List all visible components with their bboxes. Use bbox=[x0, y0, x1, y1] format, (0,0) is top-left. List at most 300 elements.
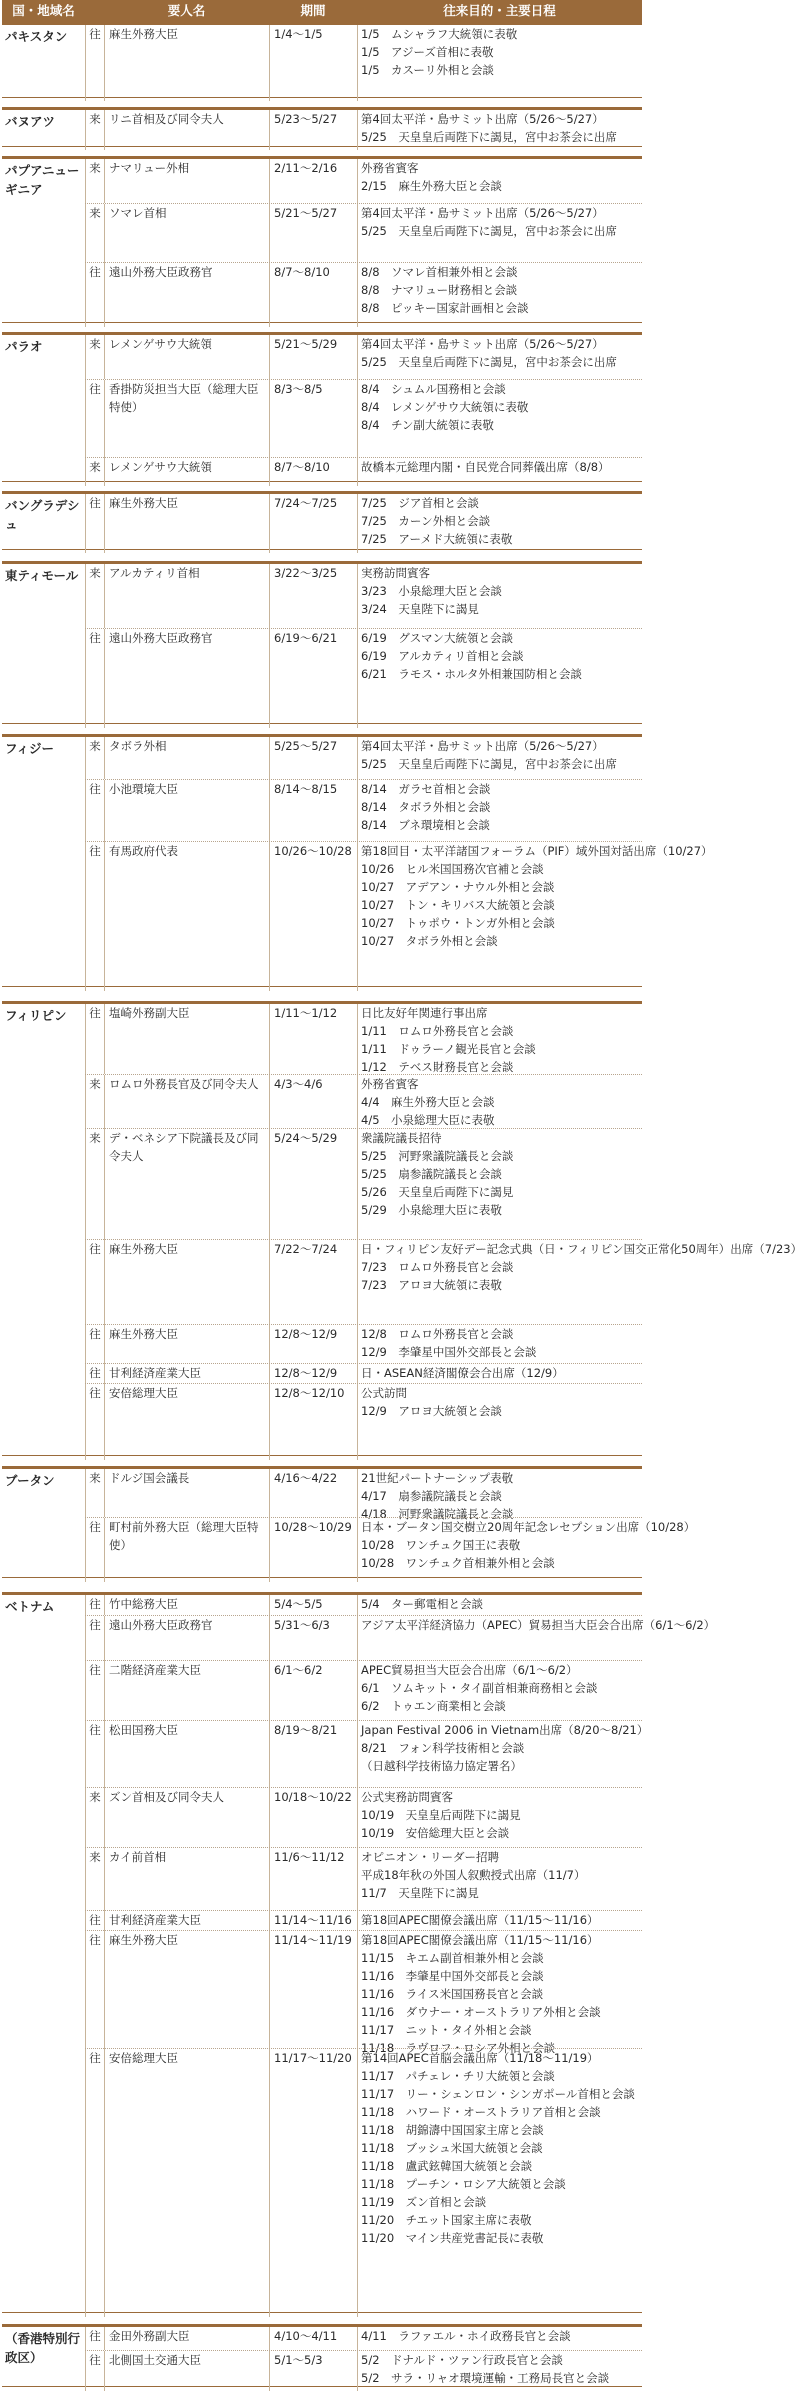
period: 5/21～5/27 bbox=[269, 204, 357, 263]
schedule-item: 1/11 ロムロ外務長官と会談 bbox=[361, 1024, 514, 1038]
visit-row bbox=[85, 1239, 802, 1325]
purpose-schedule bbox=[357, 25, 642, 101]
purpose-schedule bbox=[357, 1325, 642, 1364]
purpose-schedule bbox=[357, 2351, 642, 2391]
period: 7/22～7/24 bbox=[269, 1240, 357, 1325]
country-group bbox=[2, 107, 642, 147]
purpose-schedule bbox=[357, 1075, 642, 1129]
period: 5/25～5/27 bbox=[269, 737, 357, 779]
direction-label: 往 bbox=[85, 2049, 104, 2317]
person-name: タボラ外相 bbox=[104, 737, 269, 779]
period: 6/19～6/21 bbox=[269, 629, 357, 728]
schedule-item: 衆議院議長招待 bbox=[361, 1131, 442, 1145]
schedule-item: 外務省賓客 bbox=[361, 161, 419, 175]
period: 1/4～1/5 bbox=[269, 25, 357, 101]
schedule-item: アジア太平洋経済協力（APEC）貿易担当大臣会合出席（6/1～6/2） bbox=[361, 1618, 716, 1632]
period: 5/4～5/5 bbox=[269, 1595, 357, 1615]
schedule-item: 7/25 カーン外相と会談 bbox=[361, 514, 491, 528]
country-group bbox=[2, 561, 642, 724]
direction-label: 往 bbox=[85, 1595, 104, 1615]
person-name: 安倍総理大臣 bbox=[104, 2049, 269, 2317]
visit-rows bbox=[85, 159, 642, 322]
schedule-item: 3/23 小泉総理大臣と会談 bbox=[361, 584, 502, 598]
schedule-item: 5/2 ドナルド・ツァン行政長官と会談 bbox=[361, 2353, 563, 2367]
period: 4/16～4/22 bbox=[269, 1469, 357, 1517]
person-name: 麻生外務大臣 bbox=[104, 1325, 269, 1364]
visit-rows bbox=[85, 335, 642, 481]
schedule-item: 4/4 麻生外務大臣と会談 bbox=[361, 1095, 495, 1109]
schedule-item: 日・ASEAN経済閣僚会合出席（12/9） bbox=[361, 1366, 564, 1380]
visit-rows bbox=[85, 1469, 696, 1577]
visit-row bbox=[85, 335, 642, 379]
schedule-item: 1/5 ムシャラフ大統領に表敬 bbox=[361, 27, 518, 41]
schedule-item: オピニオン・リーダー招聘 bbox=[361, 1850, 499, 1864]
direction-label: 来 bbox=[85, 458, 104, 486]
purpose-schedule bbox=[357, 737, 642, 779]
person-name: 麻生外務大臣 bbox=[104, 25, 269, 101]
schedule-item: 5/29 小泉総理大臣に表敬 bbox=[361, 1203, 502, 1217]
purpose-schedule bbox=[357, 1848, 642, 1911]
schedule-item: 12/9 李肇星中国外交部長と会談 bbox=[361, 1345, 537, 1359]
schedule-item: 11/17 ニット・タイ外相と会談 bbox=[361, 2023, 532, 2037]
purpose-schedule bbox=[357, 1129, 642, 1240]
schedule-item: APEC貿易担当大臣会合出席（6/1～6/2） bbox=[361, 1663, 578, 1677]
period: 5/24～5/29 bbox=[269, 1129, 357, 1240]
person-name: リニ首相及び同令夫人 bbox=[104, 110, 269, 150]
visit-row bbox=[85, 2327, 642, 2350]
purpose-schedule bbox=[357, 1931, 642, 2055]
schedule-item: 6/19 グスマン大統領と会談 bbox=[361, 631, 513, 645]
purpose-schedule bbox=[357, 1788, 642, 1848]
purpose-schedule bbox=[357, 842, 713, 991]
country-name: 東ティモール bbox=[5, 568, 79, 583]
country-name: ブータン bbox=[5, 1473, 55, 1488]
schedule-item: 公式実務訪問賓客 bbox=[361, 1790, 453, 1804]
schedule-item: 7/23 アロヨ大統領に表敬 bbox=[361, 1278, 502, 1292]
schedule-item: 日比友好年関連行事出席 bbox=[361, 1006, 488, 1020]
period: 8/7～8/10 bbox=[269, 263, 357, 327]
schedule-item: 日・フィリピン友好デー記念式典（日・フィリピン国交正常化50周年）出席（7/23） bbox=[361, 1242, 802, 1256]
schedule-item: 5/4 ター郵電相と会談 bbox=[361, 1597, 484, 1611]
direction-label: 来 bbox=[85, 1848, 104, 1911]
period: 6/1～6/2 bbox=[269, 1661, 357, 1721]
period: 1/11～1/12 bbox=[269, 1004, 357, 1074]
schedule-item: 5/25 天皇皇后両陛下に謁見，宮中お茶会に出席 bbox=[361, 224, 617, 238]
visit-row bbox=[85, 25, 642, 101]
direction-label: 往 bbox=[85, 2351, 104, 2391]
visit-row bbox=[85, 494, 642, 553]
visit-row bbox=[85, 2350, 642, 2391]
schedule-item: 11/18 ハワード・オーストラリア首相と会談 bbox=[361, 2105, 601, 2119]
schedule-item: 11/7 天皇陛下に謁見 bbox=[361, 1886, 479, 1900]
schedule-item: 10/27 アデアン・ナウル外相と会談 bbox=[361, 880, 555, 894]
schedule-item: 11/15 キエム副首相兼外相と会談 bbox=[361, 1951, 544, 1965]
direction-label: 往 bbox=[85, 25, 104, 101]
period: 5/1～5/3 bbox=[269, 2351, 357, 2391]
purpose-schedule bbox=[357, 2327, 642, 2350]
period: 10/26～10/28 bbox=[269, 842, 357, 991]
direction-label: 往 bbox=[85, 1661, 104, 1721]
header-country: 国・地域名 bbox=[12, 3, 75, 18]
direction-label: 往 bbox=[85, 1616, 104, 1661]
schedule-item: 故橋本元総理内閣・自民党合同葬儀出席（8/8） bbox=[361, 460, 610, 474]
direction-label: 往 bbox=[85, 1364, 104, 1384]
period: 12/8～12/9 bbox=[269, 1364, 357, 1384]
purpose-schedule bbox=[357, 1661, 642, 1721]
schedule-item: 11/17 パチェレ・チリ大統領と会談 bbox=[361, 2069, 555, 2083]
visit-rows bbox=[85, 494, 642, 549]
period: 5/21～5/29 bbox=[269, 335, 357, 379]
purpose-schedule bbox=[357, 335, 642, 379]
visit-row bbox=[85, 564, 642, 628]
country-name: バヌアツ bbox=[5, 114, 56, 129]
person-name: 有馬政府代表 bbox=[104, 842, 269, 991]
schedule-item: 6/19 アルカティリ首相と会談 bbox=[361, 649, 524, 663]
country-name: バングラデシュ bbox=[5, 498, 80, 532]
country-group bbox=[2, 156, 642, 323]
country-group bbox=[2, 734, 713, 987]
direction-label: 往 bbox=[85, 1325, 104, 1364]
direction-label: 往 bbox=[85, 1004, 104, 1074]
purpose-schedule bbox=[357, 1469, 642, 1521]
person-name: 小池環境大臣 bbox=[104, 780, 269, 842]
period: 2/11～2/16 bbox=[269, 159, 357, 203]
period: 12/8～12/9 bbox=[269, 1325, 357, 1364]
schedule-item: 6/1 ソムキット・タイ副首相兼商務相と会談 bbox=[361, 1681, 598, 1695]
period: 8/3～8/5 bbox=[269, 380, 357, 458]
period: 4/3～4/6 bbox=[269, 1075, 357, 1129]
person-name: 甘利経済産業大臣 bbox=[104, 1911, 269, 1931]
period: 5/31～6/3 bbox=[269, 1616, 357, 1661]
schedule-item: 日本・ブータン国交樹立20周年記念レセプション出席（10/28） bbox=[361, 1520, 696, 1534]
country-name: ベトナム bbox=[5, 1599, 55, 1614]
purpose-schedule bbox=[357, 629, 642, 728]
schedule-item: 1/5 カスーリ外相と会談 bbox=[361, 63, 494, 77]
direction-label: 往 bbox=[85, 1240, 104, 1325]
schedule-item: 第4回太平洋・島サミット出席（5/26～5/27） bbox=[361, 739, 604, 753]
period: 11/17～11/20 bbox=[269, 2049, 357, 2317]
visit-row bbox=[85, 159, 642, 203]
purpose-schedule bbox=[357, 204, 642, 263]
schedule-item: 7/25 アーメド大統領に表敬 bbox=[361, 532, 513, 546]
schedule-item: 6/2 トゥエン商業相と会談 bbox=[361, 1699, 506, 1713]
schedule-item: 実務訪問賓客 bbox=[361, 566, 430, 580]
person-name: ズン首相及び同令夫人 bbox=[104, 1788, 269, 1848]
person-name: 松田国務大臣 bbox=[104, 1721, 269, 1788]
person-name: 麻生外務大臣 bbox=[104, 494, 269, 553]
purpose-schedule bbox=[357, 380, 642, 458]
schedule-item: 5/2 サラ・リャオ環境運輸・工務局長官と会談 bbox=[361, 2371, 610, 2385]
schedule-item: 4/5 小泉総理大臣に表敬 bbox=[361, 1113, 495, 1127]
schedule-item: 10/26 ヒル米国国務次官補と会談 bbox=[361, 862, 544, 876]
country-group bbox=[2, 1592, 716, 2313]
purpose-schedule bbox=[357, 1616, 716, 1661]
purpose-schedule bbox=[357, 780, 642, 842]
person-name: ナマリュー外相 bbox=[104, 159, 269, 203]
direction-label: 往 bbox=[85, 1931, 104, 2049]
schedule-item: 11/17 リー・シェンロン・シンガポール首相と会談 bbox=[361, 2087, 635, 2101]
schedule-item: 11/19 ズン首相と会談 bbox=[361, 2195, 487, 2209]
schedule-item: 8/8 ナマリュー財務相と会談 bbox=[361, 283, 518, 297]
visit-row bbox=[85, 1324, 642, 1364]
purpose-schedule bbox=[357, 1518, 696, 1582]
direction-label: 往 bbox=[85, 2327, 104, 2350]
schedule-item: 8/14 ブネ環境相と会談 bbox=[361, 818, 490, 832]
direction-label: 来 bbox=[85, 737, 104, 779]
person-name: 安倍総理大臣 bbox=[104, 1384, 269, 1460]
direction-label: 来 bbox=[85, 1788, 104, 1848]
period: 3/22～3/25 bbox=[269, 564, 357, 628]
visit-row bbox=[85, 1787, 642, 1848]
direction-label: 往 bbox=[85, 494, 104, 553]
direction-label: 往 bbox=[85, 263, 104, 327]
schedule-item: 5/25 扇参議院議長と会談 bbox=[361, 1167, 502, 1181]
visit-row bbox=[85, 1660, 642, 1721]
country-group bbox=[2, 491, 642, 550]
direction-label: 来 bbox=[85, 110, 104, 150]
header-purpose: 往来目的・主要日程 bbox=[443, 3, 556, 18]
direction-label: 往 bbox=[85, 842, 104, 991]
visit-row bbox=[85, 1910, 642, 1931]
schedule-item: 11/18 ブッシュ米国大統領と会談 bbox=[361, 2141, 543, 2155]
purpose-schedule bbox=[357, 1595, 642, 1615]
schedule-item: 7/23 ロムロ外務長官と会談 bbox=[361, 1260, 514, 1274]
period: 8/19～8/21 bbox=[269, 1721, 357, 1788]
direction-label: 来 bbox=[85, 1075, 104, 1129]
country-group bbox=[2, 2324, 642, 2387]
schedule-item: 21世紀パートナーシップ表敬 bbox=[361, 1471, 514, 1485]
purpose-schedule bbox=[357, 1240, 802, 1325]
schedule-item: 8/4 チン副大統領に表敬 bbox=[361, 418, 494, 432]
person-name: 竹中総務大臣 bbox=[104, 1595, 269, 1615]
schedule-item: 11/18 盧武鉉韓国大統領と会談 bbox=[361, 2159, 533, 2173]
visit-row bbox=[85, 203, 642, 263]
schedule-item: 12/9 アロヨ大統領と会談 bbox=[361, 1404, 502, 1418]
schedule-item: 5/25 天皇皇后両陛下に謁見，宮中お茶会に出席 bbox=[361, 355, 617, 369]
country-group bbox=[2, 332, 642, 482]
country-name: フィジー bbox=[5, 741, 55, 756]
schedule-item: 5/26 天皇皇后両陛下に謁見 bbox=[361, 1185, 514, 1199]
schedule-item: 外務省賓客 bbox=[361, 1077, 419, 1091]
visit-row bbox=[85, 1004, 642, 1074]
person-name: 麻生外務大臣 bbox=[104, 1240, 269, 1325]
schedule-item: 11/16 ダウナー・オーストラリア外相と会談 bbox=[361, 2005, 601, 2019]
direction-label: 往 bbox=[85, 1518, 104, 1582]
schedule-item: 8/14 ガラセ首相と会談 bbox=[361, 782, 491, 796]
purpose-schedule bbox=[357, 1004, 642, 1074]
direction-label: 来 bbox=[85, 204, 104, 263]
direction-label: 往 bbox=[85, 629, 104, 728]
direction-label: 往 bbox=[85, 380, 104, 458]
schedule-item: 8/8 ソマレ首相兼外相と会談 bbox=[361, 265, 518, 279]
schedule-item: 4/18 河野衆議院議長と会談 bbox=[361, 1507, 514, 1521]
visit-rows bbox=[85, 1004, 802, 1455]
visit-row bbox=[85, 1469, 642, 1521]
schedule-item: 5/25 天皇皇后両陛下に謁見，宮中お茶会に出席 bbox=[361, 757, 617, 771]
country-group bbox=[2, 1001, 802, 1456]
direction-label: 来 bbox=[85, 1469, 104, 1517]
period: 4/10～4/11 bbox=[269, 2327, 357, 2350]
person-name: ソマレ首相 bbox=[104, 204, 269, 263]
person-name: 遠山外務大臣政務官 bbox=[104, 1616, 269, 1661]
person-name: ロムロ外務長官及び同令夫人 bbox=[104, 1075, 269, 1129]
schedule-item: 7/25 ジア首相と会談 bbox=[361, 496, 479, 510]
schedule-item: 第14回APEC首脳会議出席（11/18～11/19） bbox=[361, 2051, 599, 2065]
schedule-item: Japan Festival 2006 in Vietnam出席（8/20～8/21） bbox=[361, 1723, 649, 1737]
visit-row bbox=[85, 262, 642, 327]
purpose-schedule bbox=[357, 458, 642, 486]
visit-row bbox=[85, 1074, 642, 1129]
person-name: 町村前外務大臣（総理大臣特使） bbox=[104, 1518, 269, 1582]
visit-row bbox=[85, 2048, 642, 2317]
schedule-item: 8/4 レメンゲサウ大統領に表敬 bbox=[361, 400, 529, 414]
schedule-item: 6/21 ラモス・ホルタ外相兼国防相と会談 bbox=[361, 667, 582, 681]
schedule-item: 11/18 プーチン・ロシア大統領と会談 bbox=[361, 2177, 566, 2191]
schedule-item: 10/27 タボラ外相と会談 bbox=[361, 934, 498, 948]
person-name: 北側国土交通大臣 bbox=[104, 2351, 269, 2391]
schedule-item: 第4回太平洋・島サミット出席（5/26～5/27） bbox=[361, 206, 604, 220]
visit-row bbox=[85, 1517, 696, 1582]
purpose-schedule bbox=[357, 1721, 649, 1788]
country-name: フィリピン bbox=[5, 1008, 67, 1023]
person-name: レメンゲサウ大統領 bbox=[104, 335, 269, 379]
period: 8/7～8/10 bbox=[269, 458, 357, 486]
schedule-item: 5/25 河野衆議院議長と会談 bbox=[361, 1149, 514, 1163]
purpose-schedule bbox=[357, 1364, 642, 1384]
country-name: パキスタン bbox=[5, 29, 68, 44]
person-name: レメンゲサウ大統領 bbox=[104, 458, 269, 486]
purpose-schedule bbox=[357, 2049, 642, 2317]
direction-label: 来 bbox=[85, 159, 104, 203]
schedule-item: 4/11 ラファエル・ホイ政務長官と会談 bbox=[361, 2329, 571, 2343]
schedule-item: 11/16 ライス米国国務長官と会談 bbox=[361, 1987, 544, 2001]
direction-label: 来 bbox=[85, 1129, 104, 1240]
schedule-item: 4/17 扇参議院議長と会談 bbox=[361, 1489, 502, 1503]
direction-label: 来 bbox=[85, 335, 104, 379]
person-name: 二階経済産業大臣 bbox=[104, 1661, 269, 1721]
schedule-item: 10/28 ワンチュク国王に表敬 bbox=[361, 1538, 521, 1552]
purpose-schedule bbox=[357, 263, 642, 327]
purpose-schedule bbox=[357, 1911, 642, 1931]
period: 8/14～8/15 bbox=[269, 780, 357, 842]
person-name: 甘利経済産業大臣 bbox=[104, 1364, 269, 1384]
visit-row bbox=[85, 1720, 649, 1788]
direction-label: 往 bbox=[85, 1384, 104, 1460]
direction-label: 往 bbox=[85, 1911, 104, 1931]
visit-row bbox=[85, 1930, 642, 2055]
visit-row bbox=[85, 779, 642, 842]
person-name: デ・ベネシア下院議長及び同令夫人 bbox=[104, 1129, 269, 1240]
schedule-item: 第4回太平洋・島サミット出席（5/26～5/27） bbox=[361, 337, 604, 351]
schedule-item: （日越科学技術協力協定署名） bbox=[361, 1759, 522, 1773]
person-name: 麻生外務大臣 bbox=[104, 1931, 269, 2049]
schedule-item: 第18回目・太平洋諸国フォーラム（PIF）域外国対話出席（10/27） bbox=[361, 844, 713, 858]
visit-row bbox=[85, 1383, 642, 1460]
visit-row bbox=[85, 1847, 642, 1911]
schedule-item: 8/14 タボラ外相と会談 bbox=[361, 800, 491, 814]
purpose-schedule bbox=[357, 1384, 642, 1460]
visit-rows bbox=[85, 564, 642, 723]
country-name: パプアニューギニア bbox=[5, 163, 80, 197]
person-name: 金田外務副大臣 bbox=[104, 2327, 269, 2350]
period: 7/24～7/25 bbox=[269, 494, 357, 553]
person-name: 香掛防災担当大臣（総理大臣特使） bbox=[104, 380, 269, 458]
purpose-schedule bbox=[357, 159, 642, 203]
country-name: （香港特別行政区） bbox=[5, 2331, 81, 2365]
schedule-item: 11/20 チエット国家主席に表敬 bbox=[361, 2213, 532, 2227]
person-name: 遠山外務大臣政務官 bbox=[104, 629, 269, 728]
schedule-item: 12/8 ロムロ外務長官と会談 bbox=[361, 1327, 514, 1341]
visit-rows bbox=[85, 1595, 716, 2312]
header-period: 期間 bbox=[300, 3, 326, 18]
visit-rows bbox=[85, 110, 642, 146]
visit-row bbox=[85, 1128, 642, 1240]
schedule-item: 公式訪問 bbox=[361, 1386, 407, 1400]
person-name: カイ前首相 bbox=[104, 1848, 269, 1911]
schedule-item: 1/5 アジーズ首相に表敬 bbox=[361, 45, 494, 59]
period: 11/6～11/12 bbox=[269, 1848, 357, 1911]
visit-row bbox=[85, 379, 642, 458]
visit-row bbox=[85, 1595, 642, 1615]
person-name: 遠山外務大臣政務官 bbox=[104, 263, 269, 327]
schedule-item: 10/28 ワンチュク首相兼外相と会談 bbox=[361, 1556, 555, 1570]
schedule-item: 8/8 ピッキー国家計画相と会談 bbox=[361, 301, 529, 315]
country-group bbox=[2, 22, 642, 98]
period: 10/28～10/29 bbox=[269, 1518, 357, 1582]
table-header bbox=[2, 0, 642, 22]
schedule-item: 11/20 マイン共産党書記長に表敬 bbox=[361, 2231, 544, 2245]
period: 12/8～12/10 bbox=[269, 1384, 357, 1460]
schedule-item: 第18回APEC閣僚会議出席（11/15～11/16） bbox=[361, 1933, 599, 1947]
visit-row bbox=[85, 110, 642, 150]
schedule-item: 10/27 トゥポウ・トンガ外相と会談 bbox=[361, 916, 555, 930]
period: 10/18～10/22 bbox=[269, 1788, 357, 1848]
period: 5/23～5/27 bbox=[269, 110, 357, 150]
schedule-item: 10/27 トン・キリバス大統領と会談 bbox=[361, 898, 555, 912]
visit-row bbox=[85, 1363, 642, 1384]
schedule-item: 5/25 天皇皇后両陛下に謁見，宮中お茶会に出席 bbox=[361, 130, 617, 144]
purpose-schedule bbox=[357, 494, 642, 553]
schedule-item: 1/11 ドゥラーノ観光長官と会談 bbox=[361, 1042, 536, 1056]
schedule-item: 8/4 シュムル国務相と会談 bbox=[361, 382, 506, 396]
visit-row bbox=[85, 1615, 716, 1661]
schedule-item: 11/18 ラヴロフ・ロシア外相と会談 bbox=[361, 2041, 556, 2055]
schedule-item: 第4回太平洋・島サミット出席（5/26～5/27） bbox=[361, 112, 604, 126]
visit-rows bbox=[85, 2327, 642, 2386]
period: 11/14～11/16 bbox=[269, 1911, 357, 1931]
visit-row bbox=[85, 737, 642, 779]
visit-row bbox=[85, 841, 713, 991]
visit-row bbox=[85, 628, 642, 728]
schedule-item: 11/18 胡錦濤中国国家主席と会談 bbox=[361, 2123, 544, 2137]
purpose-schedule bbox=[357, 564, 642, 628]
visit-row bbox=[85, 457, 642, 486]
schedule-item: 11/16 李肇星中国外交部長と会談 bbox=[361, 1969, 544, 1983]
country-name: パラオ bbox=[5, 339, 43, 354]
person-name: アルカティリ首相 bbox=[104, 564, 269, 628]
person-name: 塩崎外務副大臣 bbox=[104, 1004, 269, 1074]
schedule-item: 第18回APEC閣僚会議出席（11/15～11/16） bbox=[361, 1913, 599, 1927]
country-group bbox=[2, 1466, 696, 1578]
schedule-item: 平成18年秋の外国人叙勲授式出席（11/7） bbox=[361, 1868, 586, 1882]
schedule-item: 3/24 天皇陛下に謁見 bbox=[361, 602, 479, 616]
schedule-item: 2/15 麻生外務大臣と会談 bbox=[361, 179, 502, 193]
direction-label: 往 bbox=[85, 1721, 104, 1788]
schedule-item: 10/19 天皇皇后両陛下に謁見 bbox=[361, 1808, 521, 1822]
direction-label: 来 bbox=[85, 564, 104, 628]
visit-rows bbox=[85, 25, 642, 97]
schedule-item: 10/19 安倍総理大臣と会談 bbox=[361, 1826, 510, 1840]
